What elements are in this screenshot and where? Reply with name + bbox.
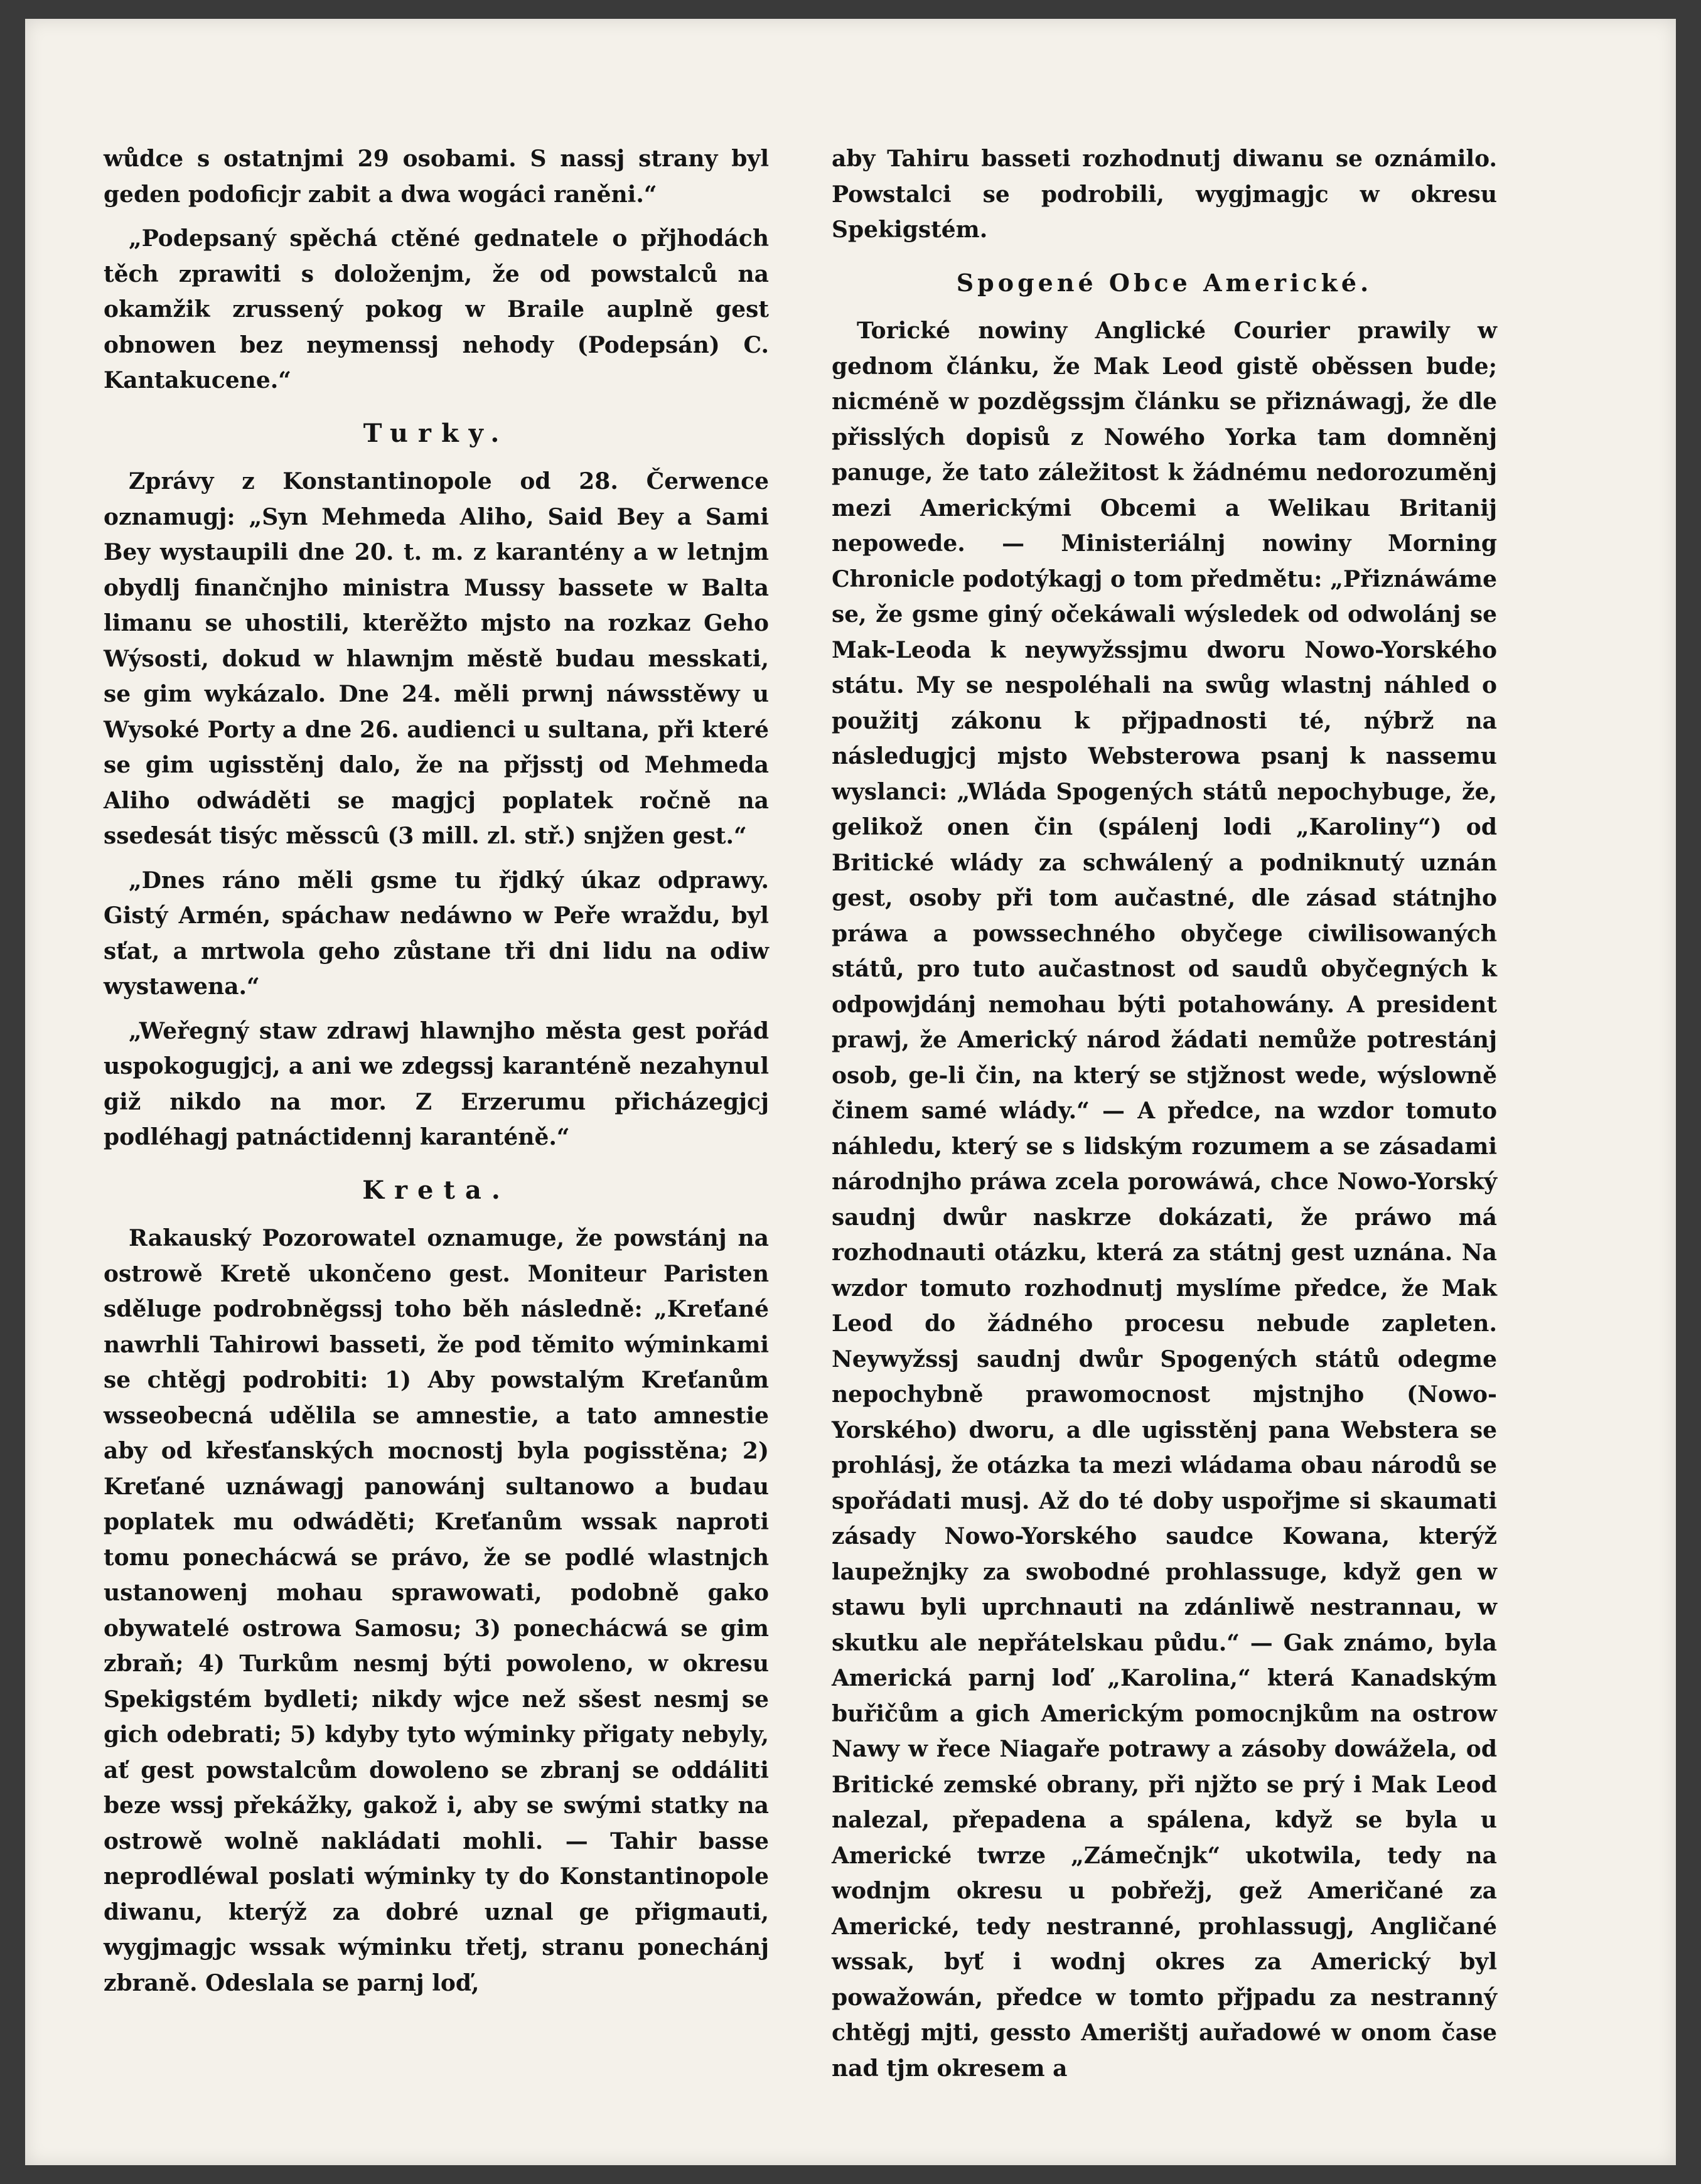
left-paragraph-5: „Weřegný staw zdrawj hlawnjho města gest pořád uspokogugjcj, a ani we zdegssj karanténě nezahynul giž nikdo na mor. Z Erzerumu přicházegjcj podléhagj patnáctidennj karanténě.“	[104, 1017, 769, 1150]
left-paragraph-1: wůdce s ostatnjmi 29 osobami. S nassj strany byl geden podoficjr zabit a dwa wogáci raněni.“	[104, 146, 769, 208]
left-paragraph-6: Rakauský Pozorowatel oznamuge, že powstánj na ostrowě Kretě ukončeno gest. Moniteur Paristen sděluge podrobněgssj toho běh následně: „Kreťané nawrhli Tahirowi basseti, že pod těmito wýminkami se chtěgj podrobiti: 1) Aby powstalým Kreťanům wsseobecná udělila se amnestie, a tato amnestie aby od křesťanských mocnostj byla pogisstěna; 2) Kreťané uznáwagj panowánj sultanowo a budau poplatek mu odwáděti; Kreťanům wssak naproti tomu ponechácwá se právo, že se podlé wlastnjch ustanowenj mohau sprawowati, podobně gako obywatelé ostrowa Samosu; 3) ponechácwá se gim zbraň; 4) Turkům nesmj býti powoleno, w okresu Spekigstém bydleti; nikdy wjce než sšest nesmj se gich odebrati; 5) kdyby tyto wýminky přigaty nebyly, ať gest powstalcům dowoleno se zbranj se oddáliti beze wssj překážky, gakož i, aby se swými statky na ostrowě wolně nakládati mohli. — Tahir basse neprodléwal poslati wýminky ty do Konstantinopole diwanu, kterýž za dobré uznal ge přigmauti, wygjmagjc wssak wýminku třetj, stranu ponechánj zbraně. Odeslala se parnj loď,	[104, 1225, 769, 1996]
section-heading-spogene-obce: Spogené Obce Americké.	[956, 268, 1373, 297]
section-heading-turky: Turky.	[363, 418, 510, 448]
left-paragraph-4: „Dnes ráno měli gsme tu řjdký úkaz odprawy. Gistý Armén, spáchaw nedáwno w Peře wraždu, byl sťat, a mrtwola geho zůstane tři dni lidu na odiw wystawena.“	[104, 867, 769, 1000]
left-paragraph-2: „Podepsaný spěchá ctěné gednatele o přjhodách těch zprawiti s doloženjm, že od powstalců na okamžik zrussený pokog w Braile auplně gest obnowen bez neymenssj nehody (Podepsán) C. Kantakucene.“	[104, 225, 769, 393]
left-column	[104, 141, 769, 2001]
section-heading-kreta: Kreta.	[362, 1175, 510, 1205]
right-paragraph-2: Torické nowiny Anglické Courier prawily w gednom článku, že Mak Leod gistě oběssen bude; nicméně w pozděgssjm článku se přiznáwagj, že dle přisslých dopisů z Nowého Yorka tam domněnj panuge, že tato záležitost k žádnému nedorozuměnj mezi Americkými Obcemi a Welikau Britanij nepowede. — Ministeriálnj nowiny Morning Chronicle podotýkagj o tom předmětu: „Přiznáwáme se, že gsme giný očekáwali wýsledek od odwolánj se Mak-Leoda k neywyžssjmu dworu Nowo-Yorského státu. My se nespoléhali na swůg wlastnj náhled o použitj zákonu k přjpadnosti té, nýbrž na následugjcj mjsto Websterowa psanj k nassemu wyslanci: „Wláda Spogených států nepochybuge, že, gelikož onen čin (spálenj lodi „Karoliny“) od Britické wlády za schwálený a podniknutý uznán gest, osoby při tom aučastné, dle zásad státnjho práwa a powssechného obyčege ciwilisowaných států, pro tuto aučastnost od saudů obyčegných k odpowjdánj nemohau býti potahowány. A president prawj, že Americký národ žádati nemůže potrestánj osob, ge-li čin, na který se stjžnost wede, wýslowně činem samé wlády.“ — A předce, na wzdor tomuto náhledu, který se s lidským rozumem a se zásadami národnjho práwa zcela porowáwá, chce Nowo-Yorský saudnj dwůr naskrze dokázati, že práwo má rozhodnauti otázku, která za státnj gest uznána. Na wzdor tomuto rozhodnutj myslíme předce, že Mak Leod do žádného procesu nebude zapleten. Neywyžssj saudnj dwůr Spogených států odegme nepochybně prawomocnost mjstnjho (Nowo-Yorského) dworu, a dle ugisstěnj pana Webstera se prohlásj, že otázka ta mezi wládama obau národů se spořádati musj. Až do té doby uspořjme si skaumati zásady Nowo-Yorského saudce Kowana, kterýž laupežnjky za swobodné prohlassuge, když gen w stawu byli uprchnauti na zdánliwě nestrannau, w skutku ale nepřátelskau půdu.“ — Gak známo, byla Americká parnj loď „Karolina,“ která Kanadským buřičům a gich Americkým pomocnjkům na ostrow Nawy w řece Niagaře potrawy a zásoby dowážela, od Britické zemské obrany, při njžto se prý i Mak Leod nalezal, přepadena a spálena, když se byla u Americké twrze „Zámečnjk“ ukotwila, tedy na wodnjm okresu u pobřežj, gež Američané za Americké, tedy nestranné, prohlassugj, Angličané wssak, byť i wodnj okres za Americký byl powažowán, předce w tomto přjpadu za nestranný chtěgj mjti, gessto Amerištj auřadowé w onom čase nad tjm okresem a	[832, 318, 1497, 2082]
left-paragraph-3: Zprávy z Konstantinopole od 28. Čerwence oznamugj: „Syn Mehmeda Aliho, Said Bey a Sami Bey wystaupili dne 20. t. m. z karantény a w letnjm obydlj finančnjho ministra Mussy bassete w Balta limanu se uhostili, kterěžto mjsto na rozkaz Geho Wýsosti, dokud w hlawnjm městě budau messkati, se gim wykázalo. Dne 24. měli prwnj náwsstěwy u Wysoké Porty a dne 26. audienci u sultana, při které se gim ugisstěnj dalo, že na přjsstj od Mehmeda Aliho odwáděti se magjcj poplatek ročně na ssedesát tisýc měsscû (3 mill. zl. stř.) snjžen gest.“	[104, 468, 769, 849]
right-column	[832, 141, 1497, 2086]
right-paragraph-1: aby Tahiru basseti rozhodnutj diwanu se oznámilo. Powstalci se podrobili, wygjmagjc w okresu Spekigstém.	[832, 146, 1497, 243]
